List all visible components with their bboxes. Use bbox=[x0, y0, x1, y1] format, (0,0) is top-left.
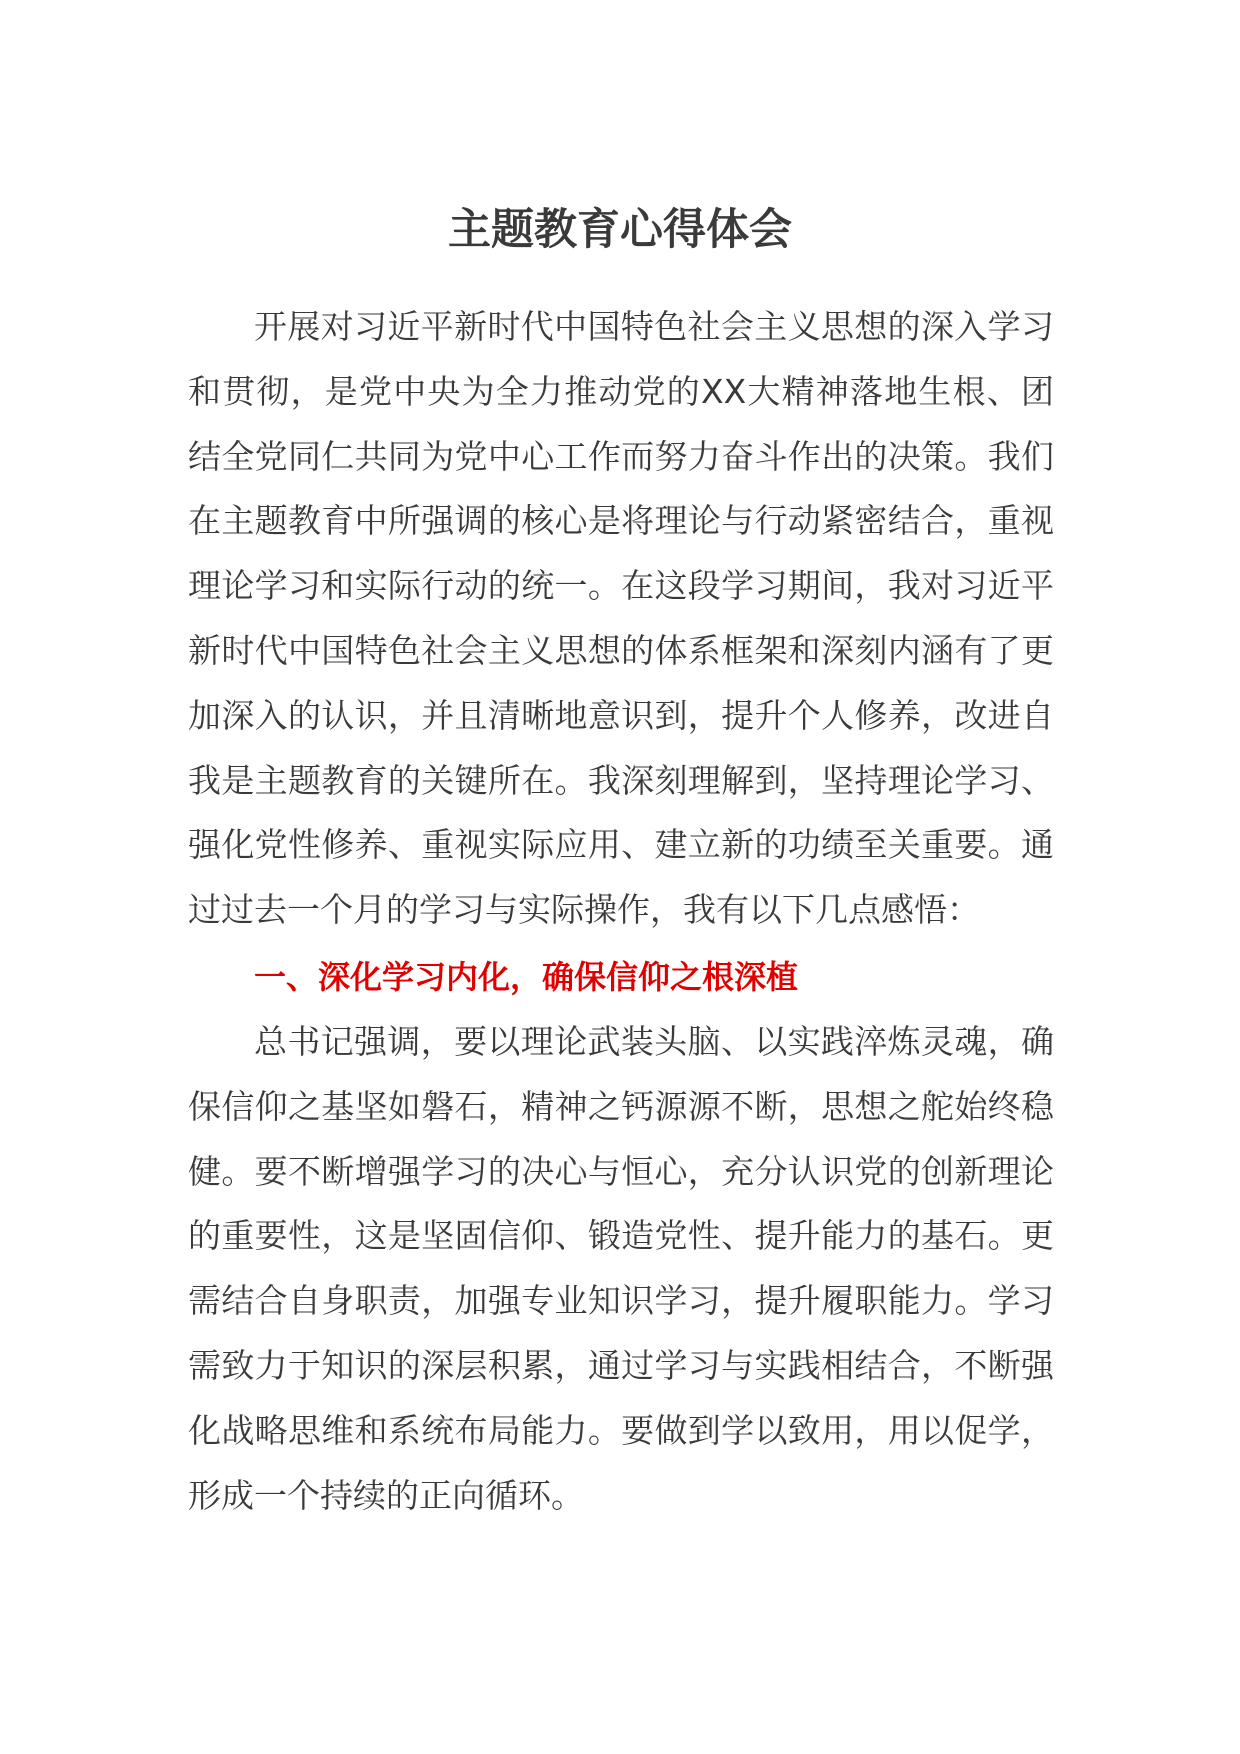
section-paragraph: 总书记强调，要以理论武装头脑、以实践淬炼灵魂，确保信仰之基坚如磐石，精神之钙源源不断，思想之舵始终稳健。要不断增强学习的决心与恒心，充分认识党的创新理论的重要性，这是坚固信仰、锻造党性、提升能力的基石。更需结合自身职责，加强专业知识学习，提升履职能力。学习需致力于知识的深层积累，通过学习与实践相结合，不断强化战略思维和系统布局能力。要做到学以致用，用以促学，形成一个持续的正向循环。 bbox=[188, 1022, 1054, 1515]
document-title: 主题教育心得体会 bbox=[448, 205, 792, 255]
section-heading: 一、深化学习内化，确保信仰之根深植 bbox=[254, 958, 799, 996]
intro-paragraph: 开展对习近平新时代中国特色社会主义思想的深入学习和贯彻，是党中央为全力推动党的XX大精神落地生根、团结全党同仁共同为党中心工作而努力奋斗作出的决策。我们在主题教育中所强调的核心是将理论与行动紧密结合，重视理论学习和实际行动的统一。在这段学习期间，我对习近平新时代中国特色社会主义思想的体系框架和深刻内涵有了更加深入的认识，并且清晰地意识到，提升个人修养，改进自我是主题教育的关键所在。我深刻理解到，坚持理论学习、强化党性修养、重视实际应用、建立新的功绩至关重要。通过过去一个月的学习与实际操作，我有以下几点感悟： bbox=[188, 307, 1054, 930]
